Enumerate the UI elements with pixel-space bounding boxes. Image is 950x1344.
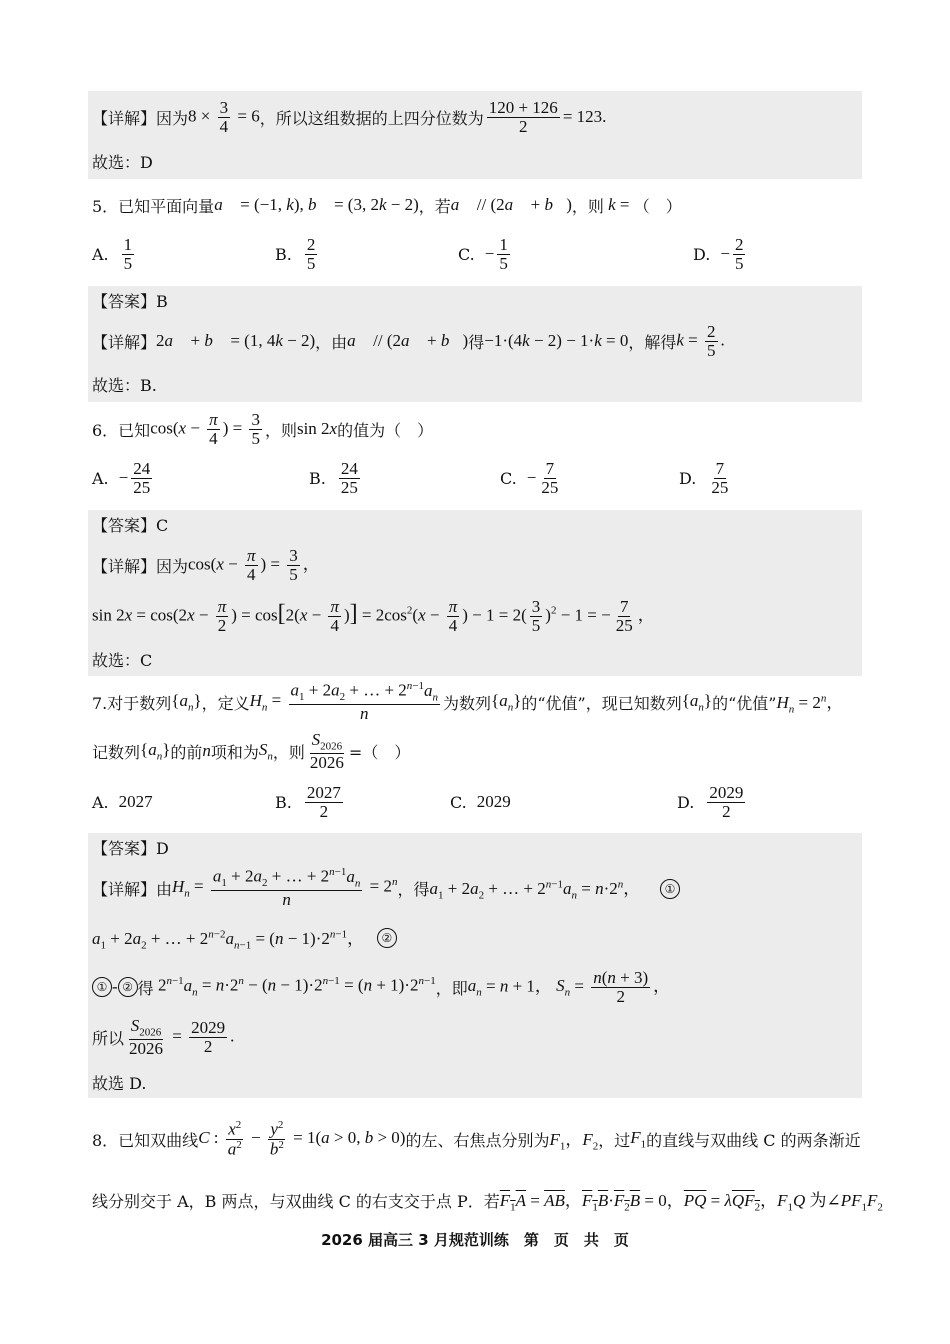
q8-stem-2: 线分别交于 A，B 两点，与双曲线 C 的右支交于点 P．若 $F_1A = \overline{AB}$，$F_1B\cdot F_2B = 0$，$\overline{PQ} = \lambda QF_2$，$F_1Q$ 为$\angle PF_1F_2$ bbox=[92, 1191, 883, 1214]
q5-option-b[interactable]: B. $\frac{2}{5}$ bbox=[275, 234, 316, 273]
q7-option-c[interactable]: C. 2029 bbox=[450, 792, 511, 812]
q6-detail-1: 【详解】因为 cos(x − $\frac{\pi}{4}$ ) = $\frac{3}{5}$ ， bbox=[92, 545, 320, 584]
q7-stem-1: 7.对于数列 $\{a_n\}$ ，定义 $H_n$ = $\frac{a_1 + 2a_2 + \dots + 2^{n-1}a_n}{n}$ 为数列 $\{a_n\}$ 的“优值”，现已知数列 $\{a_n\}$ 的“优值” $H_n = 2^n$， bbox=[92, 680, 844, 723]
q5-answer: 【答案】B bbox=[92, 292, 168, 311]
q4-choice: 故选：D bbox=[92, 153, 153, 172]
q5-detail: 【详解】 2a⃗ + b⃗ = (1, 4k − 2) ，由 a⃗ // (2a⃗ + b⃗) 得 −1·(4k − 2) − 1·k = 0 ，解得 k = $\frac{2}{5}$ . bbox=[92, 321, 725, 360]
q7-option-a[interactable]: A. 2027 bbox=[92, 792, 153, 812]
q5-choice: 故选：B. bbox=[92, 376, 157, 395]
q5-option-a[interactable]: A. $\frac{1}{5}$ bbox=[92, 234, 133, 273]
q7-answer: 【答案】D bbox=[92, 839, 169, 858]
q7-option-d[interactable]: D. $\frac{2029}{2}$ bbox=[677, 782, 744, 821]
q7-detail-4: 所以 $\frac{S_{2026}}{2026}$ = $\frac{2029}{2}$ . bbox=[92, 1015, 235, 1058]
q8-stem-1: 8．已知双曲线 C : $\frac{x^2}{a^2}$ − $\frac{y^2}{b^2}$ = 1(a > 0, b > 0) 的左、右焦点分别为 $F_1$，$F_2$ ，过 $F_1$ 的直线与双曲线 C 的两条渐近 bbox=[92, 1119, 861, 1159]
q7-stem-2: 记数列 $\{a_n\}$ 的前 n 项和为 $S_n$ ，则 $\frac{S_{2026}}{2026}$ =（ ） bbox=[92, 729, 411, 772]
q6-option-d[interactable]: D. $\frac{7}{25}$ bbox=[679, 458, 729, 497]
q7-detail-1: 【详解】由 $H_n$ = $\frac{a_1 + 2a_2 + \dots + 2^{n-1}a_n}{n}$ = $2^n$ ，得 $a_1 + 2a_2$ + … + $2^{n-1}a_n = n\cdot 2^n$， bbox=[92, 866, 641, 909]
q7-mark-1: ① bbox=[660, 879, 680, 899]
q5-stem: 5．已知平面向量 a⃗ = (−1, k), b⃗ = (3, 2k − 2) ，若 a⃗ // (2a⃗ + b⃗) ，则 k = （ ） bbox=[92, 195, 682, 216]
q7-mark-2: ② bbox=[377, 928, 397, 948]
q6-option-b[interactable]: B. $\frac{24}{25}$ bbox=[309, 458, 358, 497]
q6-choice: 故选：C bbox=[92, 651, 153, 670]
page-footer: 2026 届高三 3 月规范训练 第 页 共 页 bbox=[321, 1231, 629, 1249]
q5-option-d[interactable]: D. − $\frac{2}{5}$ bbox=[693, 234, 744, 273]
q7-mark-2-ref: ② bbox=[118, 977, 138, 997]
q7-detail-3: ① - ② 得 $2^{n-1}a_n = n\cdot 2^n - (n - 1)\cdot 2^{n-1} = (n + 1)\cdot 2^{n-1}$ ，即 $a_n = n + 1$， $S_n$ = $\frac{n(n + 3)}{2}$ ， bbox=[92, 965, 670, 1009]
q6-answer: 【答案】C bbox=[92, 516, 169, 535]
q7-mark-1-ref: ① bbox=[92, 977, 112, 997]
q7-choice: 故选 D. bbox=[92, 1074, 147, 1093]
q6-option-c[interactable]: C. − $\frac{7}{25}$ bbox=[500, 458, 559, 497]
q6-option-a[interactable]: A. − $\frac{24}{25}$ bbox=[92, 458, 151, 497]
q7-option-b[interactable]: B. $\frac{2027}{2}$ bbox=[275, 782, 341, 821]
q7-detail-2: $a_1 + 2a_2$ + … + $2^{n-2}a_{n-1} = (n - 1)\cdot 2^{n-1}$， ② bbox=[92, 926, 397, 950]
q6-stem: 6．已知 cos(x − $\frac{\pi}{4}$ ) = $\frac{3}{5}$ ，则 sin 2x 的值为（ ） bbox=[92, 409, 434, 448]
q5-option-c[interactable]: C. − $\frac{1}{5}$ bbox=[458, 234, 508, 273]
q4-detail-line: 【详解】因为 8 × $\frac{3}{4}$ = 6 ，所以这组数据的上四分位数为 $\frac{120 + 126}{2}$ = 123. bbox=[92, 97, 607, 136]
q6-detail-2: sin 2x = cos(2x − $\frac{\pi}{2}$ ) = cos[2(x − $\frac{\pi}{4}$ )] = $2\cos^2(x$ − $\frac{\pi}{4}$ ) − 1 = 2( $\frac{3}{5}$ )$^2$ − 1 = − $\frac{7}{25}$ ， bbox=[92, 596, 655, 635]
